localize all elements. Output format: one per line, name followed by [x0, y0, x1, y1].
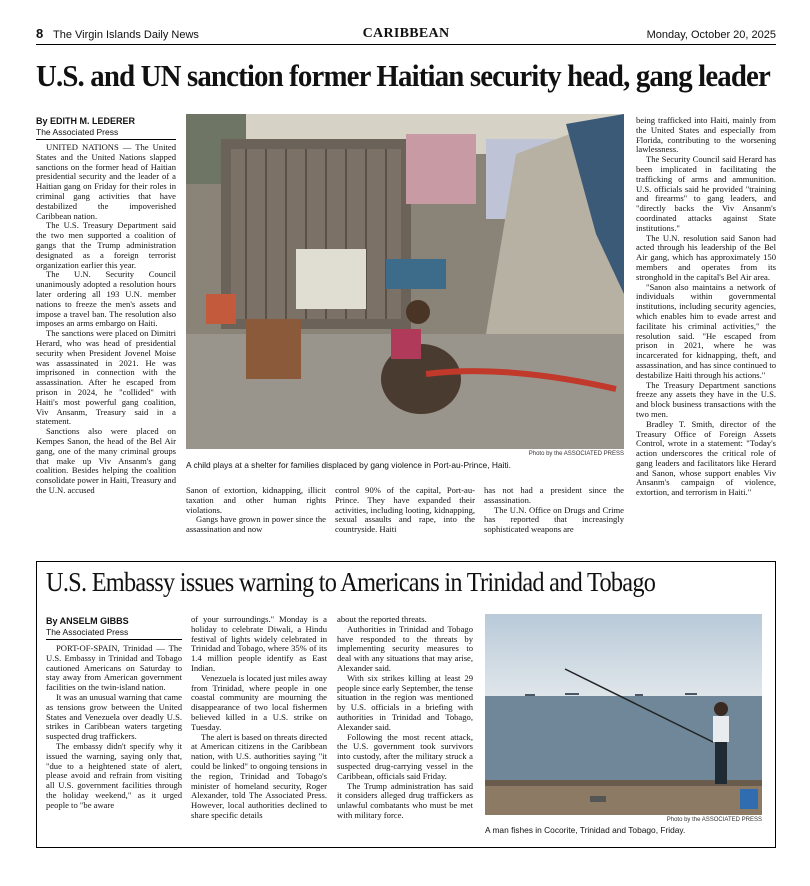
- story2-paragraph: Authorities in Trinidad and Tobago have responded to the threats by implementing security measures to deal with any situations that may arise, Alexander said.: [337, 623, 473, 673]
- story1-paragraph: has not had a president since the assassination.: [484, 485, 624, 505]
- story2-paragraph: Following the most recent attack, the U.S. government took survivors into custody, after the military struck a suspected drug-carrying vessel in the Caribbean, officials said Friday.: [337, 731, 473, 781]
- story1-agency: The Associated Press: [36, 127, 119, 137]
- story1-paragraph: Gangs have grown in power since the assassination and now: [186, 514, 326, 535]
- story1-paragraph: "Sanon also maintains a network of individuals within governmental institutions, including security agencies, which enables him to evade arrest and facilitate his criminal activities," the resolution said. "He escaped from prison in 2021, where he was incarcerated for kidnapping, theft, and assassination, and has since continued to destabilize Haiti through his actions.": [636, 281, 776, 380]
- story2-headline: U.S. Embassy issues warning to Americans in Trinidad and Tobago: [46, 567, 656, 597]
- shelter-child-image: [186, 114, 624, 449]
- story2-byline-rule: [46, 639, 182, 640]
- story2-column-2: [191, 615, 327, 839]
- story1-column-1: [36, 143, 176, 538]
- story2-paragraph: about the reported threats.: [337, 614, 427, 624]
- story1-column-2: [186, 486, 326, 538]
- story2-photo-credit: Photo by the ASSOCIATED PRESS: [666, 817, 762, 823]
- story2-agency: The Associated Press: [46, 627, 129, 637]
- story1-paragraph: Bradley T. Smith, director of the Treasury Office of Foreign Assets Control, wrote in a statement: "Today's action underscores the critical role of gang leaders and facilitators like Herard and Sanon, whose support enables Viv Ansanm's campaign of violence, extortion, and terrorism in Haiti.": [636, 418, 776, 498]
- story2-paragraph: PORT-OF-SPAIN, Trinidad — The U.S. Embassy in Trinidad and Tobago cautioned Americans on Saturday to stay away from American government facilities on the twin-island nation.: [46, 643, 182, 693]
- page-number: 8: [36, 26, 44, 41]
- story1-byline: By EDITH M. LEDERER: [36, 116, 136, 126]
- section-name: CARIBBEAN: [362, 26, 450, 41]
- story1-photo-credit: Photo by the ASSOCIATED PRESS: [528, 451, 624, 457]
- story1-paragraph: The sanctions were placed on Dimitri Herard, who was head of presidential security when President Jovenel Moise was assassinated in 2021. He was imprisoned in connection with the assassination. After he escaped from prison in 2024, he "collided" with Haiti's most powerful gang coalition, Viv Ansanm, Treasury said in a statement.: [36, 328, 176, 427]
- story1-paragraph: UNITED NATIONS — The United States and the United Nations slapped sanctions on the former head of Haitian presidential security and the leader of a Haitian gang on Friday for their roles in criminal gang activities that have destabilized the impoverished Caribbean nation.: [36, 142, 176, 221]
- story1-paragraph: The U.N. Security Council unanimously adopted a resolution hours later ordering all 193 U.N. member nations to freeze the men's assets and impose a travel ban. The resolution also imposes an arms embargo on Haiti.: [36, 269, 176, 329]
- story2-byline-block: [46, 616, 182, 637]
- story2-paragraph: The Trump administration has said it considers alleged drug traffickers as unlawful combatants who must be met with military force.: [337, 780, 473, 820]
- story1-photo: [186, 114, 624, 449]
- story2-column-3: [337, 615, 473, 839]
- man-fishing-image: [485, 614, 762, 815]
- story1-column-4: [484, 486, 624, 538]
- story1-byline-block: [36, 116, 176, 137]
- story2-paragraph: With six strikes killing at least 29 people since early September, the tense situation in the region was mentioned by U.S. officials in a briefing with authorities in Trinidad and Tobago, Alexander said.: [337, 672, 473, 732]
- story1-paragraph: The Treasury Department sanctions freeze any assets they have in the U.S. and block business transactions with the two men.: [636, 379, 776, 419]
- paper-name: The Virgin Islands Daily News: [53, 29, 199, 41]
- story1-photo-caption: A child plays at a shelter for families displaced by gang violence in Port-au-Prince, Haiti.: [186, 460, 511, 470]
- story1-paragraph: Sanon of extortion, kidnapping, illicit taxation and other human rights violations.: [186, 485, 326, 515]
- story2-byline: By ANSELM GIBBS: [46, 616, 129, 626]
- story2-photo-caption: A man fishes in Cocorite, Trinidad and Tobago, Friday.: [485, 825, 686, 835]
- story1-byline-rule: [36, 139, 176, 140]
- story1-paragraph: The Security Council said Herard has been implicated in facilitating the trafficking of arms and ammunition. U.S. officials said he provided "training and firearms" to gang leaders, and "directly backs the Viv Ansanm's coordinated attacks against State institutions.": [636, 154, 776, 233]
- story1-column-3: [335, 486, 475, 538]
- story2-paragraph: The alert is based on threats directed at American citizens in the Caribbean nation, with U.S. authorities saying "it could be linked" to ongoing tensions in the region, Trinidad and Tobago's minister of homeland security, Roger Alexander, told The Associated Press. However, local authorities declined to share specific details: [191, 731, 327, 820]
- story2-column-1: [46, 644, 182, 839]
- page-folio: [36, 24, 776, 45]
- issue-date: Monday, October 20, 2025: [646, 29, 776, 41]
- story2-paragraph: The embassy didn't specify why it issued the warning, saying only that, "due to a heightened state of alert, please avoid and refrain from visiting all U.S. government facilities through the holiday weekend," as it urged people to "be aware: [46, 740, 182, 810]
- story1-headline: U.S. and UN sanction former Haitian security head, gang leader: [36, 58, 770, 93]
- story2-paragraph: It was an unusual warning that came as tensions grow between the United States and Venezuela over deadly U.S. strikes in Caribbean waters targeting suspected drug traffickers.: [46, 691, 182, 742]
- story1-paragraph: Sanctions also were placed on Kempes Sanon, the head of the Bel Air gang, one of the many criminal groups that make up Viv Ansanm's gang coalition. Besides helping the coalition consolidate power in Haiti, Treasury and the U.N. accused: [36, 426, 176, 495]
- story1-paragraph: The U.S. Treasury Department said the two men supported a coalition of gangs that the Trump administration designated as a foreign terrorist organization earlier this year.: [36, 220, 176, 270]
- story2-paragraph: of your surroundings." Monday is a holiday to celebrate Diwali, a Hindu festival of lights widely celebrated in Trinidad and Tobago, where 35% of its 1.4 million people identify as East Indian.: [191, 614, 327, 673]
- story2-photo: [485, 614, 762, 815]
- story1-paragraph: The U.N. Office on Drugs and Crime has reported that increasingly sophisticated weapons are: [484, 504, 624, 535]
- story1-paragraph: The U.N. resolution said Sanon had acted through his leadership of the Bel Air gang, which has approximately 150 members and operates from its stronghold in the capital's Bel Air area.: [636, 232, 776, 282]
- story2-paragraph: Venezuela is located just miles away from Trinidad, where people in one coastal community are mourning the disappearance of two local fishermen believed killed in a U.S. strike on Tuesday.: [191, 672, 327, 732]
- story1-paragraph: control 90% of the capital, Port-au-Prince. They have expanded their activities, including looting, kidnapping, sexual assaults and rape, into the countryside. Haiti: [335, 485, 475, 535]
- story1-column-5: [636, 116, 776, 538]
- story1-paragraph: being trafficked into Haiti, mainly from the United States and especially from Florida, contributing to the worsening lawlessness.: [636, 115, 776, 155]
